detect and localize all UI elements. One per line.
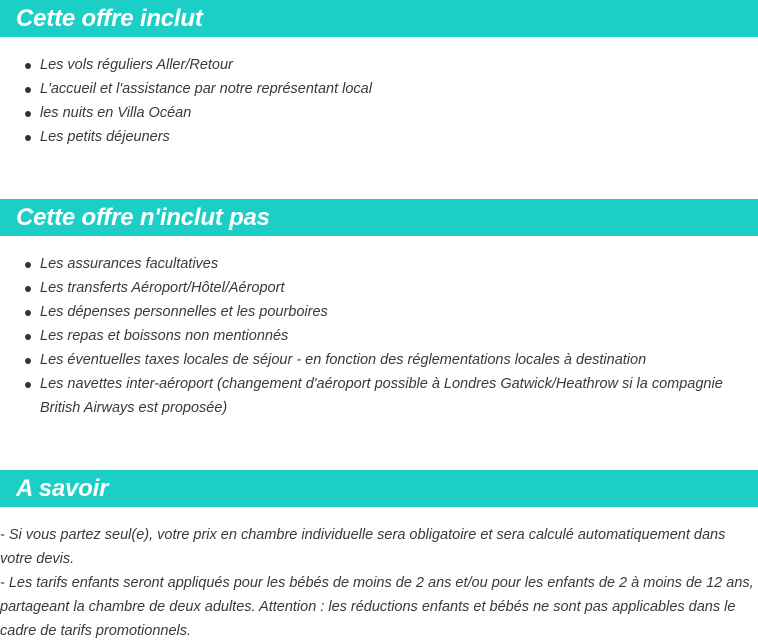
- info-header: [0, 470, 758, 507]
- includes-header: [0, 0, 758, 37]
- bullet-icon: [25, 382, 31, 388]
- list-item: [0, 53, 758, 77]
- list-item-text: Les petits déjeuners: [40, 129, 170, 145]
- list-item-text: Les vols réguliers Aller/Retour: [40, 57, 233, 73]
- list-item-text: Les transferts Aéroport/Hôtel/Aéroport: [40, 280, 285, 296]
- list-item-text: Les navettes inter-aéroport (changement d'aéroport possible à Londres Gatwick/Heathrow si la compagnie British Airways est proposée): [40, 376, 723, 416]
- list-item: [0, 348, 758, 372]
- list-item: [0, 101, 758, 125]
- bullet-icon: [25, 135, 31, 141]
- list-item: [0, 125, 758, 149]
- list-item: [0, 324, 758, 348]
- list-item: [0, 252, 758, 276]
- bullet-icon: [25, 87, 31, 93]
- bullet-icon: [25, 111, 31, 117]
- excludes-header: [0, 199, 758, 236]
- bullet-icon: [25, 63, 31, 69]
- list-item: [0, 77, 758, 101]
- list-item-text: Les dépenses personnelles et les pourboires: [40, 304, 328, 320]
- bullet-icon: [25, 334, 31, 340]
- info-paragraph: - Les tarifs enfants seront appliqués pour les bébés de moins de 2 ans et/ou pour les enfants de 2 à moins de 12 ans, partageant la chambre de deux adultes. Attention : les réductions enfants et bébés ne sont pas applicables dans le cadre de tarifs promotionnels.: [0, 575, 754, 639]
- bullet-icon: [25, 310, 31, 316]
- includes-section: [0, 0, 758, 149]
- list-item-text: les nuits en Villa Océan: [40, 105, 192, 121]
- excludes-list: [0, 252, 758, 420]
- bullet-icon: [25, 286, 31, 292]
- list-item: [0, 300, 758, 324]
- list-item-text: Les assurances facultatives: [40, 256, 219, 272]
- includes-list: [0, 53, 758, 149]
- excludes-title: Cette offre n'inclut pas: [16, 203, 270, 231]
- info-text: [0, 523, 758, 643]
- excludes-section: [0, 199, 758, 420]
- list-item-text: Les repas et boissons non mentionnés: [40, 328, 289, 344]
- bullet-icon: [25, 262, 31, 268]
- list-item: [0, 276, 758, 300]
- info-paragraph: - Si vous partez seul(e), votre prix en chambre individuelle sera obligatoire et sera calculé automatiquement dans votre devis.: [0, 527, 726, 567]
- bullet-icon: [25, 358, 31, 364]
- list-item-text: L'accueil et l'assistance par notre représentant local: [40, 81, 372, 97]
- info-section: [0, 470, 758, 643]
- includes-title: Cette offre inclut: [16, 4, 203, 32]
- list-item: [0, 372, 758, 420]
- list-item-text: Les éventuelles taxes locales de séjour - en fonction des réglementations locales à destination: [40, 352, 647, 368]
- info-title: A savoir: [16, 474, 109, 502]
